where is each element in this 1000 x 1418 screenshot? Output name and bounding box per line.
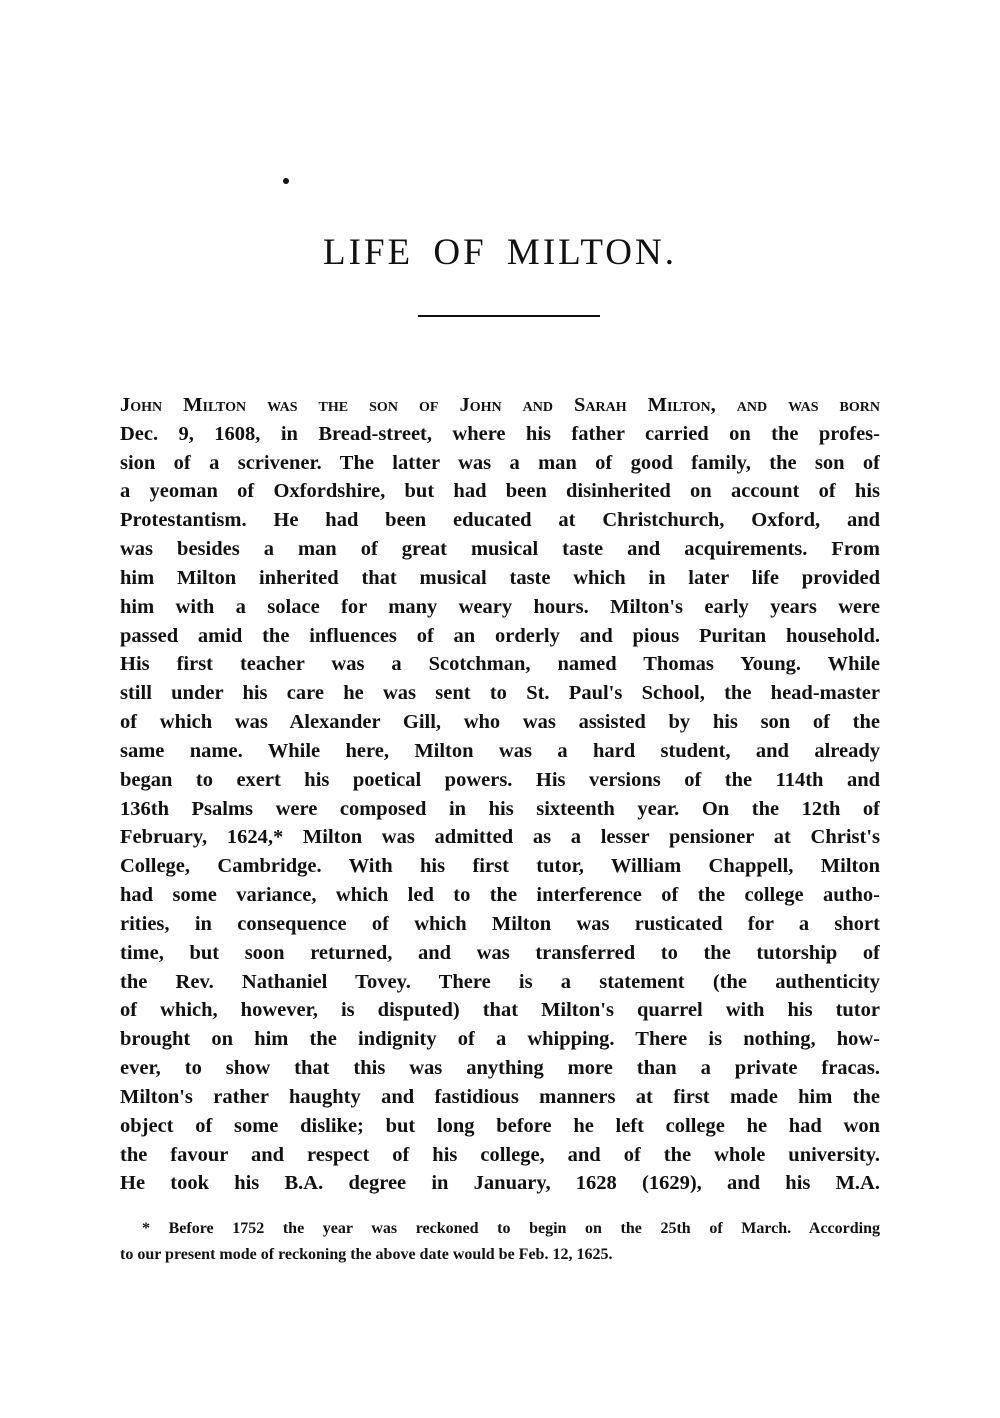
body-line: He took his B.A. degree in January, 1628 (1629), and his M.A. [120, 1172, 880, 1195]
body-line: still under his care he was sent to St. Paul's School, the head-master [120, 682, 880, 705]
body-line: His first teacher was a Scotchman, named Thomas Young. While [120, 653, 880, 676]
body-line: February, 1624,* Milton was admitted as a lesser pensioner at Christ's [120, 826, 880, 849]
page-title: LIFE OF MILTON. [323, 231, 677, 273]
body-line: of which, however, is disputed) that Milton's quarrel with his tutor [120, 999, 880, 1022]
body-line: him with a solace for many weary hours. Milton's early years were [120, 595, 880, 618]
body-line: of which was Alexander Gill, who was assisted by his son of the [120, 711, 880, 734]
title-rule [418, 315, 600, 317]
body-line: him Milton inherited that musical taste which in later life provided [120, 566, 880, 589]
body-line: John Milton was the son of John and Sarah Milton, and was born [120, 394, 880, 416]
body-line: sion of a scrivener. The latter was a man of good family, the son of [120, 451, 880, 474]
body-line: 136th Psalms were composed in his sixteenth year. On the 12th of [120, 797, 880, 820]
body-line: began to exert his poetical powers. His versions of the 114th and [120, 768, 880, 791]
print-speck [283, 178, 289, 184]
footnote [120, 1216, 880, 1268]
body-line: rities, in consequence of which Milton was rusticated for a short [120, 912, 880, 935]
body-text [120, 391, 880, 1198]
body-line: passed amid the influences of an orderly and pious Puritan household. [120, 624, 880, 647]
body-line: College, Cambridge. With his first tutor, William Chappell, Milton [120, 855, 880, 878]
footnote-line: to our present mode of reckoning the above date would be Feb. 12, 1625. [120, 1246, 613, 1263]
body-line: Dec. 9, 1608, in Bread-street, where his father carried on the profes- [120, 422, 880, 445]
body-line: a yeoman of Oxfordshire, but had been disinherited on account of his [120, 480, 880, 503]
body-line: ever, to show that this was anything more than a private fracas. [120, 1057, 880, 1080]
body-line: Protestantism. He had been educated at Christchurch, Oxford, and [120, 509, 880, 532]
body-line: object of some dislike; but long before he left college he had won [120, 1114, 880, 1137]
body-line: the Rev. Nathaniel Tovey. There is a statement (the authenticity [120, 970, 880, 993]
body-line: had some variance, which led to the interference of the college autho- [120, 884, 880, 907]
body-line: was besides a man of great musical taste and acquirements. From [120, 538, 880, 561]
body-line: the favour and respect of his college, and of the whole university. [120, 1143, 880, 1166]
body-line: brought on him the indignity of a whipping. There is nothing, how- [120, 1028, 880, 1051]
body-line: same name. While here, Milton was a hard student, and already [120, 739, 880, 762]
body-line: time, but soon returned, and was transferred to the tutorship of [120, 941, 880, 964]
body-line: Milton's rather haughty and fastidious manners at first made him the [120, 1085, 880, 1108]
footnote-line: * Before 1752 the year was reckoned to begin on the 25th of March. According [142, 1220, 880, 1237]
